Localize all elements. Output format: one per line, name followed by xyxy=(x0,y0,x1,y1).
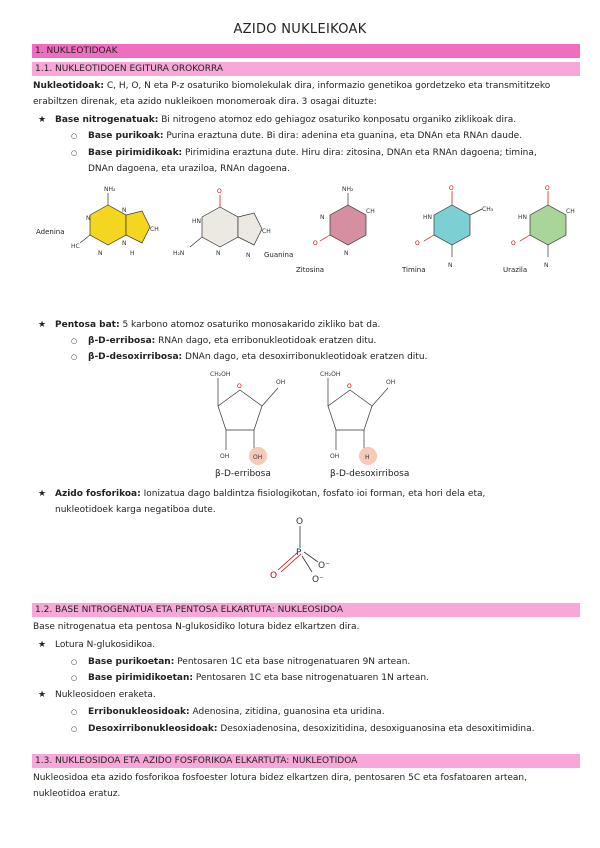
list-item-bond: ★ Lotura N-glukosidikoa. xyxy=(55,637,575,653)
circle-bullet-icon: ○ xyxy=(71,725,78,733)
term-nukleotidoak: Nukleotidoak: xyxy=(33,81,104,91)
svg-text:N: N xyxy=(448,262,453,269)
circle-bullet-icon: ○ xyxy=(71,149,78,157)
deoxyribose-ring xyxy=(328,390,372,430)
svg-text:CH: CH xyxy=(150,226,159,233)
svg-text:OH: OH xyxy=(276,379,286,386)
section-heading-1: 1. NUKLEOTIDOAK xyxy=(32,44,580,58)
urazila-ring xyxy=(530,205,566,245)
label-zitosina: Zitosina xyxy=(296,266,325,274)
svg-text:N: N xyxy=(544,262,549,269)
list-item-types: ★ Nukleosidoen eraketa. xyxy=(55,687,575,703)
svg-text:OH: OH xyxy=(330,453,340,460)
label-beta-d-desoxirribosa: β-D-desoxirribosa xyxy=(330,469,410,479)
svg-text:N: N xyxy=(246,252,251,259)
svg-text:O: O xyxy=(511,240,516,247)
list-item-pyrimidine: ○ Base pirimidikoak: Pirimidina eraztuna dute. Hiru dira: zitosina, DNAn eta RNAn dagoena; timina, DNAn dagoena, eta urazilоa, RNAn dagoena. xyxy=(88,145,578,177)
svg-text:O: O xyxy=(296,517,304,527)
star-bullet-icon: ★ xyxy=(38,115,47,125)
star-bullet-icon: ★ xyxy=(38,320,47,330)
circle-bullet-icon: ○ xyxy=(71,658,78,666)
svg-text:O: O xyxy=(313,240,318,247)
list-item-pyrimidine-bond: ○ Base pirimidikoetan: Pentosaren 1C eta base nitrogenatuaren 1N artean. xyxy=(88,670,578,686)
svg-text:N: N xyxy=(320,214,325,221)
svg-text:NH₂: NH₂ xyxy=(342,186,354,193)
svg-text:OH: OH xyxy=(253,454,263,461)
svg-text:O: O xyxy=(449,185,454,192)
svg-text:CH₃: CH₃ xyxy=(482,206,494,213)
adenina-ring5 xyxy=(126,211,150,243)
svg-text:H: H xyxy=(365,454,370,461)
guanina-ring6 xyxy=(202,207,238,247)
circle-bullet-icon: ○ xyxy=(71,708,78,716)
svg-text:O⁻: O⁻ xyxy=(312,575,324,585)
list-item-deoxyribose: ○ β-D-desoxirribosa: DNAn dago, eta desoxirribonukleotidoak eratzen ditu. xyxy=(88,349,578,365)
svg-text:O: O xyxy=(217,188,222,195)
label-urazila: Urazila xyxy=(503,266,528,274)
label-guanina: Guanina xyxy=(264,251,294,259)
svg-text:O: O xyxy=(545,185,550,192)
svg-text:HN: HN xyxy=(423,214,432,221)
svg-text:CH: CH xyxy=(262,228,271,235)
svg-text:N: N xyxy=(98,250,103,257)
circle-bullet-icon: ○ xyxy=(71,674,78,682)
star-bullet-icon: ★ xyxy=(38,489,47,499)
list-item-purine: ○ Base purikoak: Purina eraztuna dute. Bi dira: adenina eta guanina, eta DNAn eta RNAn daude. xyxy=(88,128,578,144)
subsection-heading-1-1: 1.1. NUKLEOTIDOEN EGITURA OROKORRA xyxy=(32,62,580,76)
list-item-deoxyribonucleosides: ○ Desoxirribonukleosidoak: Desoxiadenosina, desoxizitidina, desoxiguanosina eta desoxitimidina. xyxy=(88,721,578,737)
phosphate-ion-figure xyxy=(260,512,340,587)
svg-text:HN: HN xyxy=(192,218,201,225)
list-item-purine-bond: ○ Base purikoetan: Pentosaren 1C eta base nitrogenatuaren 9N artean. xyxy=(88,654,578,670)
list-item-base: ★ Base nitrogenatuak: Bi nitrogeno atomoz edo gehiagoz osaturiko konposatu organiko ziklikoak dira. xyxy=(55,112,575,128)
svg-text:O: O xyxy=(270,571,278,581)
svg-text:N: N xyxy=(344,250,349,257)
svg-text:N: N xyxy=(122,207,127,214)
svg-text:O: O xyxy=(347,383,352,390)
ribose-ring xyxy=(218,390,262,430)
circle-bullet-icon: ○ xyxy=(71,337,78,345)
svg-text:HN: HN xyxy=(518,214,527,221)
svg-text:CH: CH xyxy=(566,208,575,215)
label-timina: Timina xyxy=(402,266,426,274)
svg-text:O⁻: O⁻ xyxy=(318,561,330,571)
svg-text:N: N xyxy=(122,240,127,247)
svg-text:N: N xyxy=(86,215,91,222)
list-item-ribonucleosides: ○ Erribonukleosidoak: Adenosina, zitidina, guanosina eta uridina. xyxy=(88,704,578,720)
star-bullet-icon: ★ xyxy=(38,690,47,700)
star-bullet-icon: ★ xyxy=(38,640,47,650)
label-beta-d-erribosa: β-D-erribosa xyxy=(215,469,271,479)
svg-text:OH: OH xyxy=(220,453,230,460)
list-item-ribose: ○ β-D-erribosa: RNAn dago, eta erribonukleotidoak eratzen ditu. xyxy=(88,333,578,349)
subsection-heading-1-3: 1.3. NUKLEOSIDOA ETA AZIDO FOSFORIKOA ELKARTUTA: NUKLEOTIDOA xyxy=(32,754,580,768)
svg-text:CH₂OH: CH₂OH xyxy=(210,371,231,378)
svg-text:P: P xyxy=(296,548,302,558)
svg-text:H: H xyxy=(130,250,135,257)
svg-text:O: O xyxy=(415,240,420,247)
circle-bullet-icon: ○ xyxy=(71,353,78,361)
adenina-ring6 xyxy=(90,205,126,245)
intro-paragraph: Nukleotidoak: C, H, O, N eta P-z osaturiko biomolekulak dira, informazio genetikoa gordetzeko eta transmititzeko erabiltzen direnak, eta azido nukleikoen monomeroak dira. 3 osagai dituzte: xyxy=(33,81,551,107)
page-title: AZIDO NUKLEIKOAK xyxy=(233,22,367,37)
svg-text:CH₂OH: CH₂OH xyxy=(320,371,341,378)
svg-text:NH₂: NH₂ xyxy=(104,186,116,193)
label-adenina: Adenina xyxy=(36,228,65,236)
svg-text:OH: OH xyxy=(386,379,396,386)
svg-text:N: N xyxy=(216,250,221,257)
guanina-ring5 xyxy=(238,213,262,245)
nucleoside-intro: Base nitrogenatua eta pentosa N-glukosidiko lotura bidez elkartzen dira. xyxy=(33,622,360,632)
nucleotide-paragraph: Nukleosidoa eta azido fosforikoa fosfoester lotura bidez elkartzen dira, pentosaren 5C eta fosfatoaren artean, nukleotidoa eratuz. xyxy=(33,773,527,799)
svg-text:CH: CH xyxy=(366,208,375,215)
pentose-sugars-figure xyxy=(190,368,430,468)
timina-ring xyxy=(434,205,470,245)
svg-text:H₂N: H₂N xyxy=(173,250,185,257)
svg-text:O: O xyxy=(237,383,242,390)
zitosina-ring xyxy=(330,205,366,245)
svg-text:HC: HC xyxy=(71,243,80,250)
subsection-heading-1-2: 1.2. BASE NITROGENATUA ETA PENTOSA ELKARTUTA: NUKLEOSIDOA xyxy=(32,603,580,617)
list-item-phosphate: ★ Azido fosforikoa: Ionizatua dago baldintza fisiologikotan, fosfato ioi forman, eta hori dela eta, nukleotidoek karga negatiboa dute. xyxy=(55,486,575,518)
list-item-pentosa: ★ Pentosa bat: 5 karbono atomoz osaturiko monosakarido zikliko bat da. xyxy=(55,317,575,333)
circle-bullet-icon: ○ xyxy=(71,132,78,140)
